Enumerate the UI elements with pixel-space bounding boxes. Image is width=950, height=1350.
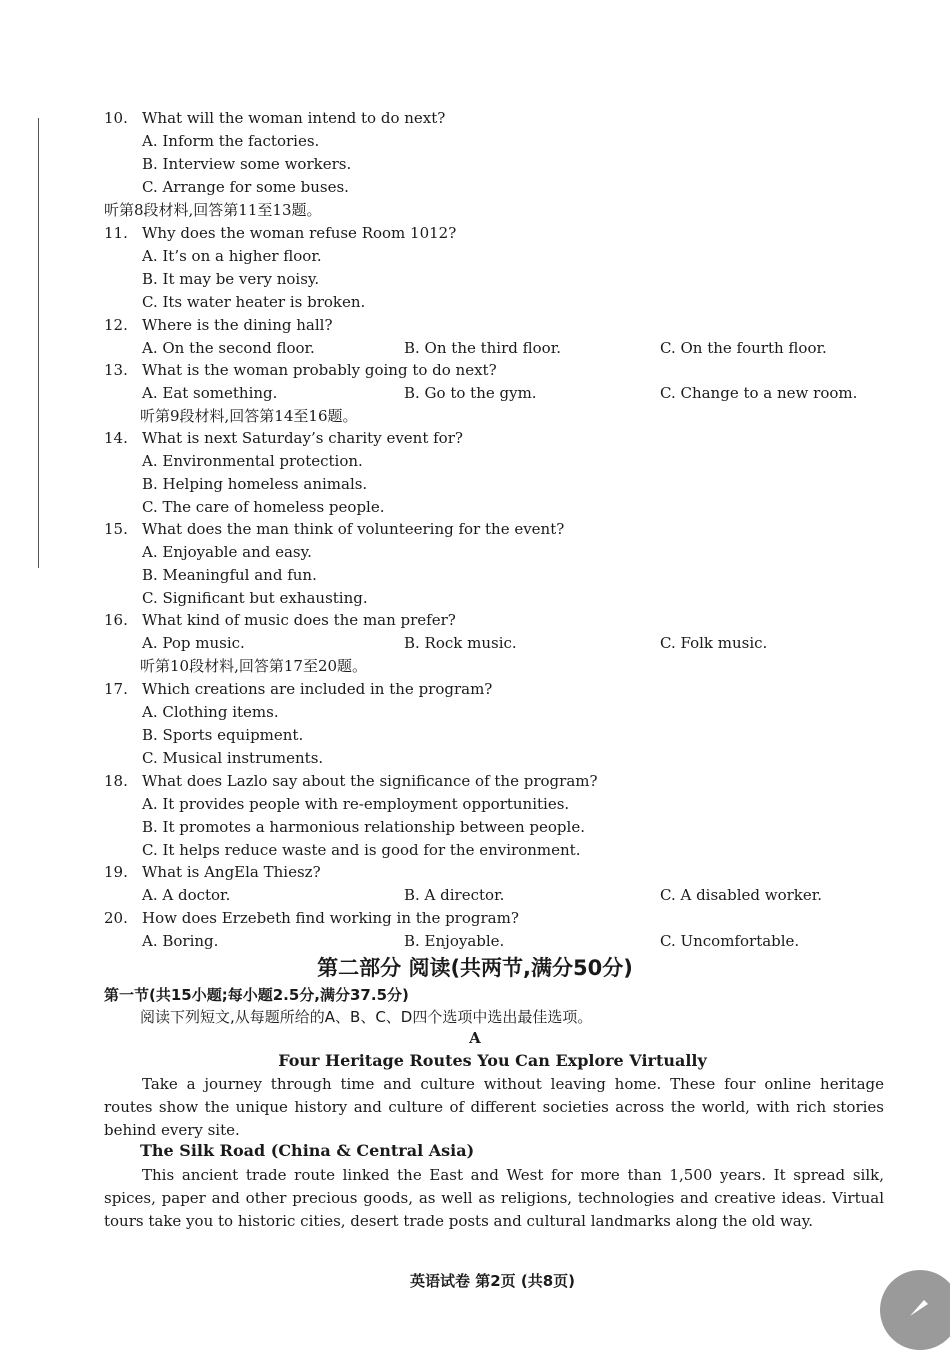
q11-option-c: C. Its water heater is broken. xyxy=(142,293,366,311)
q12-option-b: B. On the third floor. xyxy=(404,339,562,357)
section-header-10: 听第10段材料,回答第17至20题。 xyxy=(140,657,368,675)
q18-option-b: B. It promotes a harmonious relationship between people. xyxy=(142,818,585,836)
section-header-8: 听第8段材料,回答第11至13题。 xyxy=(104,201,322,219)
page-curl-icon xyxy=(902,1290,938,1326)
q11-option-a: A. It’s on a higher floor. xyxy=(142,247,322,265)
question-18: 18. What does Lazlo say about the significance of the program? xyxy=(104,772,598,790)
q16-option-a: A. Pop music. xyxy=(142,634,245,652)
reading-instructions: 阅读下列短文,从每题所给的A、B、C、D四个选项中选出最佳选项。 xyxy=(140,1008,593,1026)
question-16: 16. What kind of music does the man prefer? xyxy=(104,611,456,629)
q13-option-a: A. Eat something. xyxy=(142,384,278,402)
q14-option-a: A. Environmental protection. xyxy=(142,452,363,470)
q19-option-a: A. A doctor. xyxy=(142,886,231,904)
q20-option-b: B. Enjoyable. xyxy=(404,932,505,950)
question-10: 10. What will the woman intend to do next? xyxy=(104,109,446,127)
passage-subheading: The Silk Road (China & Central Asia) xyxy=(140,1141,475,1160)
q20-option-a: A. Boring. xyxy=(142,932,219,950)
margin-line xyxy=(38,118,39,568)
q10-option-b: B. Interview some workers. xyxy=(142,155,352,173)
q18-option-a: A. It provides people with re-employment opportunities. xyxy=(142,795,570,813)
question-11: 11. Why does the woman refuse Room 1012? xyxy=(104,224,457,242)
question-15: 15. What does the man think of volunteering for the event? xyxy=(104,520,565,538)
q13-option-c: C. Change to a new room. xyxy=(660,384,858,402)
q16-option-b: B. Rock music. xyxy=(404,634,517,652)
q15-option-a: A. Enjoyable and easy. xyxy=(142,543,312,561)
section-header-9: 听第9段材料,回答第14至16题。 xyxy=(140,407,358,425)
q12-option-a: A. On the second floor. xyxy=(142,339,315,357)
passage-title: Four Heritage Routes You Can Explore Virtually xyxy=(278,1051,707,1070)
q15-option-c: C. Significant but exhausting. xyxy=(142,589,368,607)
page-turn-button[interactable] xyxy=(880,1270,950,1350)
q19-option-c: C. A disabled worker. xyxy=(660,886,823,904)
q17-option-a: A. Clothing items. xyxy=(142,703,279,721)
question-13: 13. What is the woman probably going to do next? xyxy=(104,361,497,379)
q17-option-c: C. Musical instruments. xyxy=(142,749,324,767)
question-20: 20. How does Erzebeth find working in the program? xyxy=(104,909,519,927)
q11-option-b: B. It may be very noisy. xyxy=(142,270,320,288)
q16-option-c: C. Folk music. xyxy=(660,634,768,652)
question-19: 19. What is AngEla Thiesz? xyxy=(104,863,321,881)
q12-option-c: C. On the fourth floor. xyxy=(660,339,827,357)
question-17: 17. Which creations are included in the program? xyxy=(104,680,493,698)
q10-option-c: C. Arrange for some buses. xyxy=(142,178,349,196)
page-footer: 英语试卷 第2页 (共8页) xyxy=(409,1272,576,1290)
q15-option-b: B. Meaningful and fun. xyxy=(142,566,317,584)
part-two-title: 第二部分 阅读(共两节,满分50分) xyxy=(317,956,633,980)
passage-letter: A xyxy=(469,1029,481,1047)
q10-option-a: A. Inform the factories. xyxy=(142,132,320,150)
question-12: 12. Where is the dining hall? xyxy=(104,316,333,334)
q17-option-b: B. Sports equipment. xyxy=(142,726,304,744)
question-14: 14. What is next Saturday’s charity event for? xyxy=(104,429,463,447)
q20-option-c: C. Uncomfortable. xyxy=(660,932,800,950)
passage-paragraph-1: Take a journey through time and culture without leaving home. These four online heritage routes show the unique history and culture of different societies across the world, with rich stories behind every site. xyxy=(104,1075,884,1139)
q14-option-c: C. The care of homeless people. xyxy=(142,498,385,516)
q18-option-c: C. It helps reduce waste and is good for the environment. xyxy=(142,841,581,859)
q14-option-b: B. Helping homeless animals. xyxy=(142,475,368,493)
passage-paragraph-2: This ancient trade route linked the East and West for more than 1,500 years. It spread silk, spices, paper and other precious goods, as well as religions, technologies and creative ideas. Virtual tours take you to historic cities, desert trade posts and cultural landmarks along the old way. xyxy=(104,1166,884,1230)
q13-option-b: B. Go to the gym. xyxy=(404,384,537,402)
section-one-subtitle: 第一节(共15小题;每小题2.5分,满分37.5分) xyxy=(104,986,409,1004)
q19-option-b: B. A director. xyxy=(404,886,505,904)
